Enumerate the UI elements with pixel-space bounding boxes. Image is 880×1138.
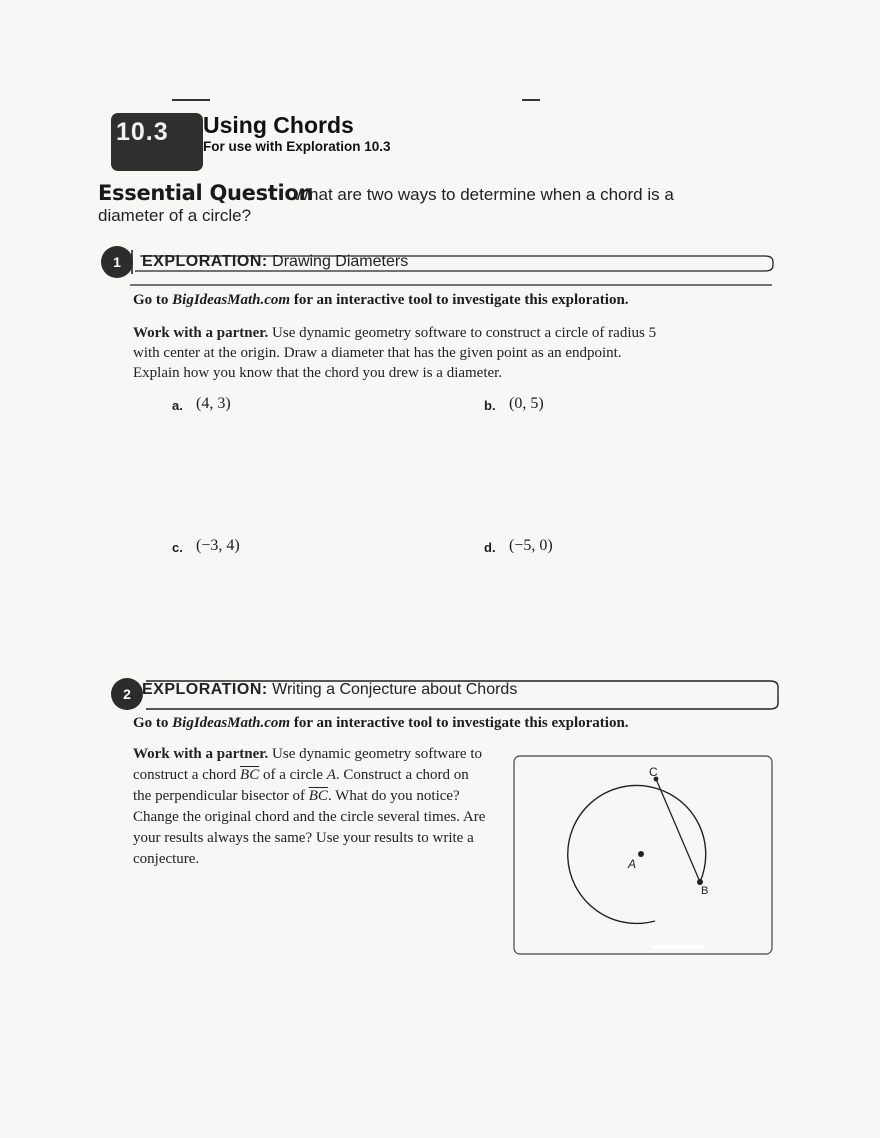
lesson-title: Using Chords [203,112,354,138]
header-rule-left [172,99,210,101]
item-d-value: (−5, 0) [509,537,553,554]
item-b-label: b. [484,398,496,413]
essential-question-text: What are two ways to determine when a chord is a [293,185,674,204]
exploration-2-goto: Go to BigIdeasMath.com for an interactive tool to investigate this exploration. [133,715,629,731]
exploration-1-goto: Go to BigIdeasMath.com for an interactive tool to investigate this exploration. [133,292,629,308]
exploration-2-title [142,681,517,699]
item-c-label: c. [172,540,183,555]
exploration-2-number-badge: 2 [111,678,143,710]
essential-question-text-cont: diameter of a circle? [98,206,252,225]
exploration-1-title [142,253,408,271]
item-d-label: d. [484,540,496,555]
point-c-label: C [649,765,658,779]
exploration-2-name: Writing a Conjecture about Chords [272,681,518,698]
lesson-number: 10.3 [116,118,169,146]
circle-figure [508,750,780,960]
exploration-1-name: Drawing Diameters [272,253,409,270]
item-b-value: (0, 5) [509,395,544,412]
item-a-value: (4, 3) [196,395,231,412]
lesson-subtitle: For use with Exploration 10.3 [203,139,391,154]
essential-question-label: Essential Question [98,181,314,205]
bigideasmath-link-2[interactable]: BigIdeasMath.com [172,715,291,731]
exploration-1-label: EXPLORATION: [142,253,268,270]
exploration-2-instructions: Work with a partner. Use dynamic geometry software to construct a chord $\overline{BC}$ of a circle A. Construct a chord on the perpendicular bisector of $\overline{BC}$. What do you notice? Change the original chord and the circle several times. Are your results always the same? Use your results to write a conjecture. [133,746,486,867]
exploration-1-instructions: Work with a partner. Use dynamic geometry software to construct a circle of radius 5 with center at the origin. Draw a diameter that has the given point as an endpoint. Explain how you know that the chord you drew is a diameter. [133,325,657,381]
exploration-1-number-badge: 1 [101,246,133,278]
point-a-label: A [628,857,637,871]
circle-a: A [326,767,336,783]
header-rule-right [522,99,540,101]
bigideasmath-link[interactable]: BigIdeasMath.com [172,292,291,308]
item-c-value: (−3, 4) [196,537,240,554]
chord-bc: $\overline{BC}$ [240,767,260,783]
item-a-label: a. [172,398,183,413]
chord-bc-ref: $\overline{BC}$ [308,788,328,804]
point-b-label: B [701,885,709,897]
exploration-2-label: EXPLORATION: [142,681,268,698]
